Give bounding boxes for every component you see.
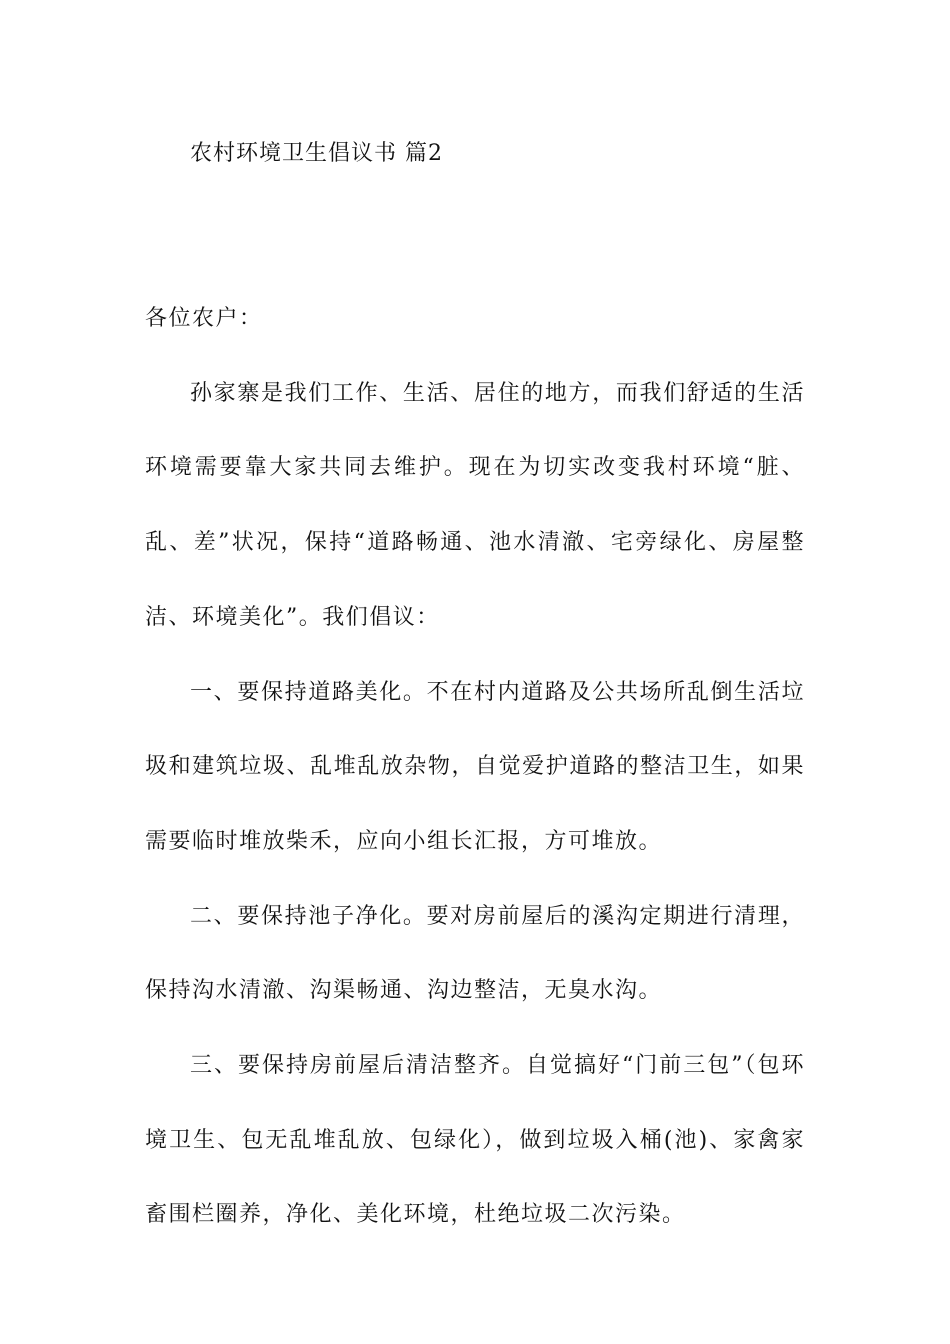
- paragraph-item-1: 一、要保持道路美化。不在村内道路及公共场所乱倒生活垃圾和建筑垃圾、乱堆乱放杂物，自觉爱护道路的整洁卫生，如果需要临时堆放柴禾，应向小组长汇报，方可堆放。: [145, 679, 805, 854]
- paragraph-item-2: 二、要保持池子净化。要对房前屋后的溪沟定期进行清理，保持沟水清澈、沟渠畅通、沟边整洁，无臭水沟。: [145, 903, 805, 1004]
- salutation: 各位农户：: [145, 306, 263, 331]
- document-title: 农村环境卫生倡议书 篇2: [190, 141, 443, 166]
- paragraph-item-3: 三、要保持房前屋后清洁整齐。自觉搞好“门前三包”（包环境卫生、包无乱堆乱放、包绿化），做到垃圾入桶(池)、家禽家畜围栏圈养，净化、美化环境，杜绝垃圾二次污染。: [145, 1053, 805, 1228]
- document-body: [145, 282, 805, 1253]
- paragraph-intro: 孙家寨是我们工作、生活、居住的地方，而我们舒适的生活环境需要靠大家共同去维护。现在为切实改变我村环境“脏、乱、差”状况，保持“道路畅通、池水清澈、宅旁绿化、房屋整洁、环境美化”。我们倡议：: [145, 380, 805, 630]
